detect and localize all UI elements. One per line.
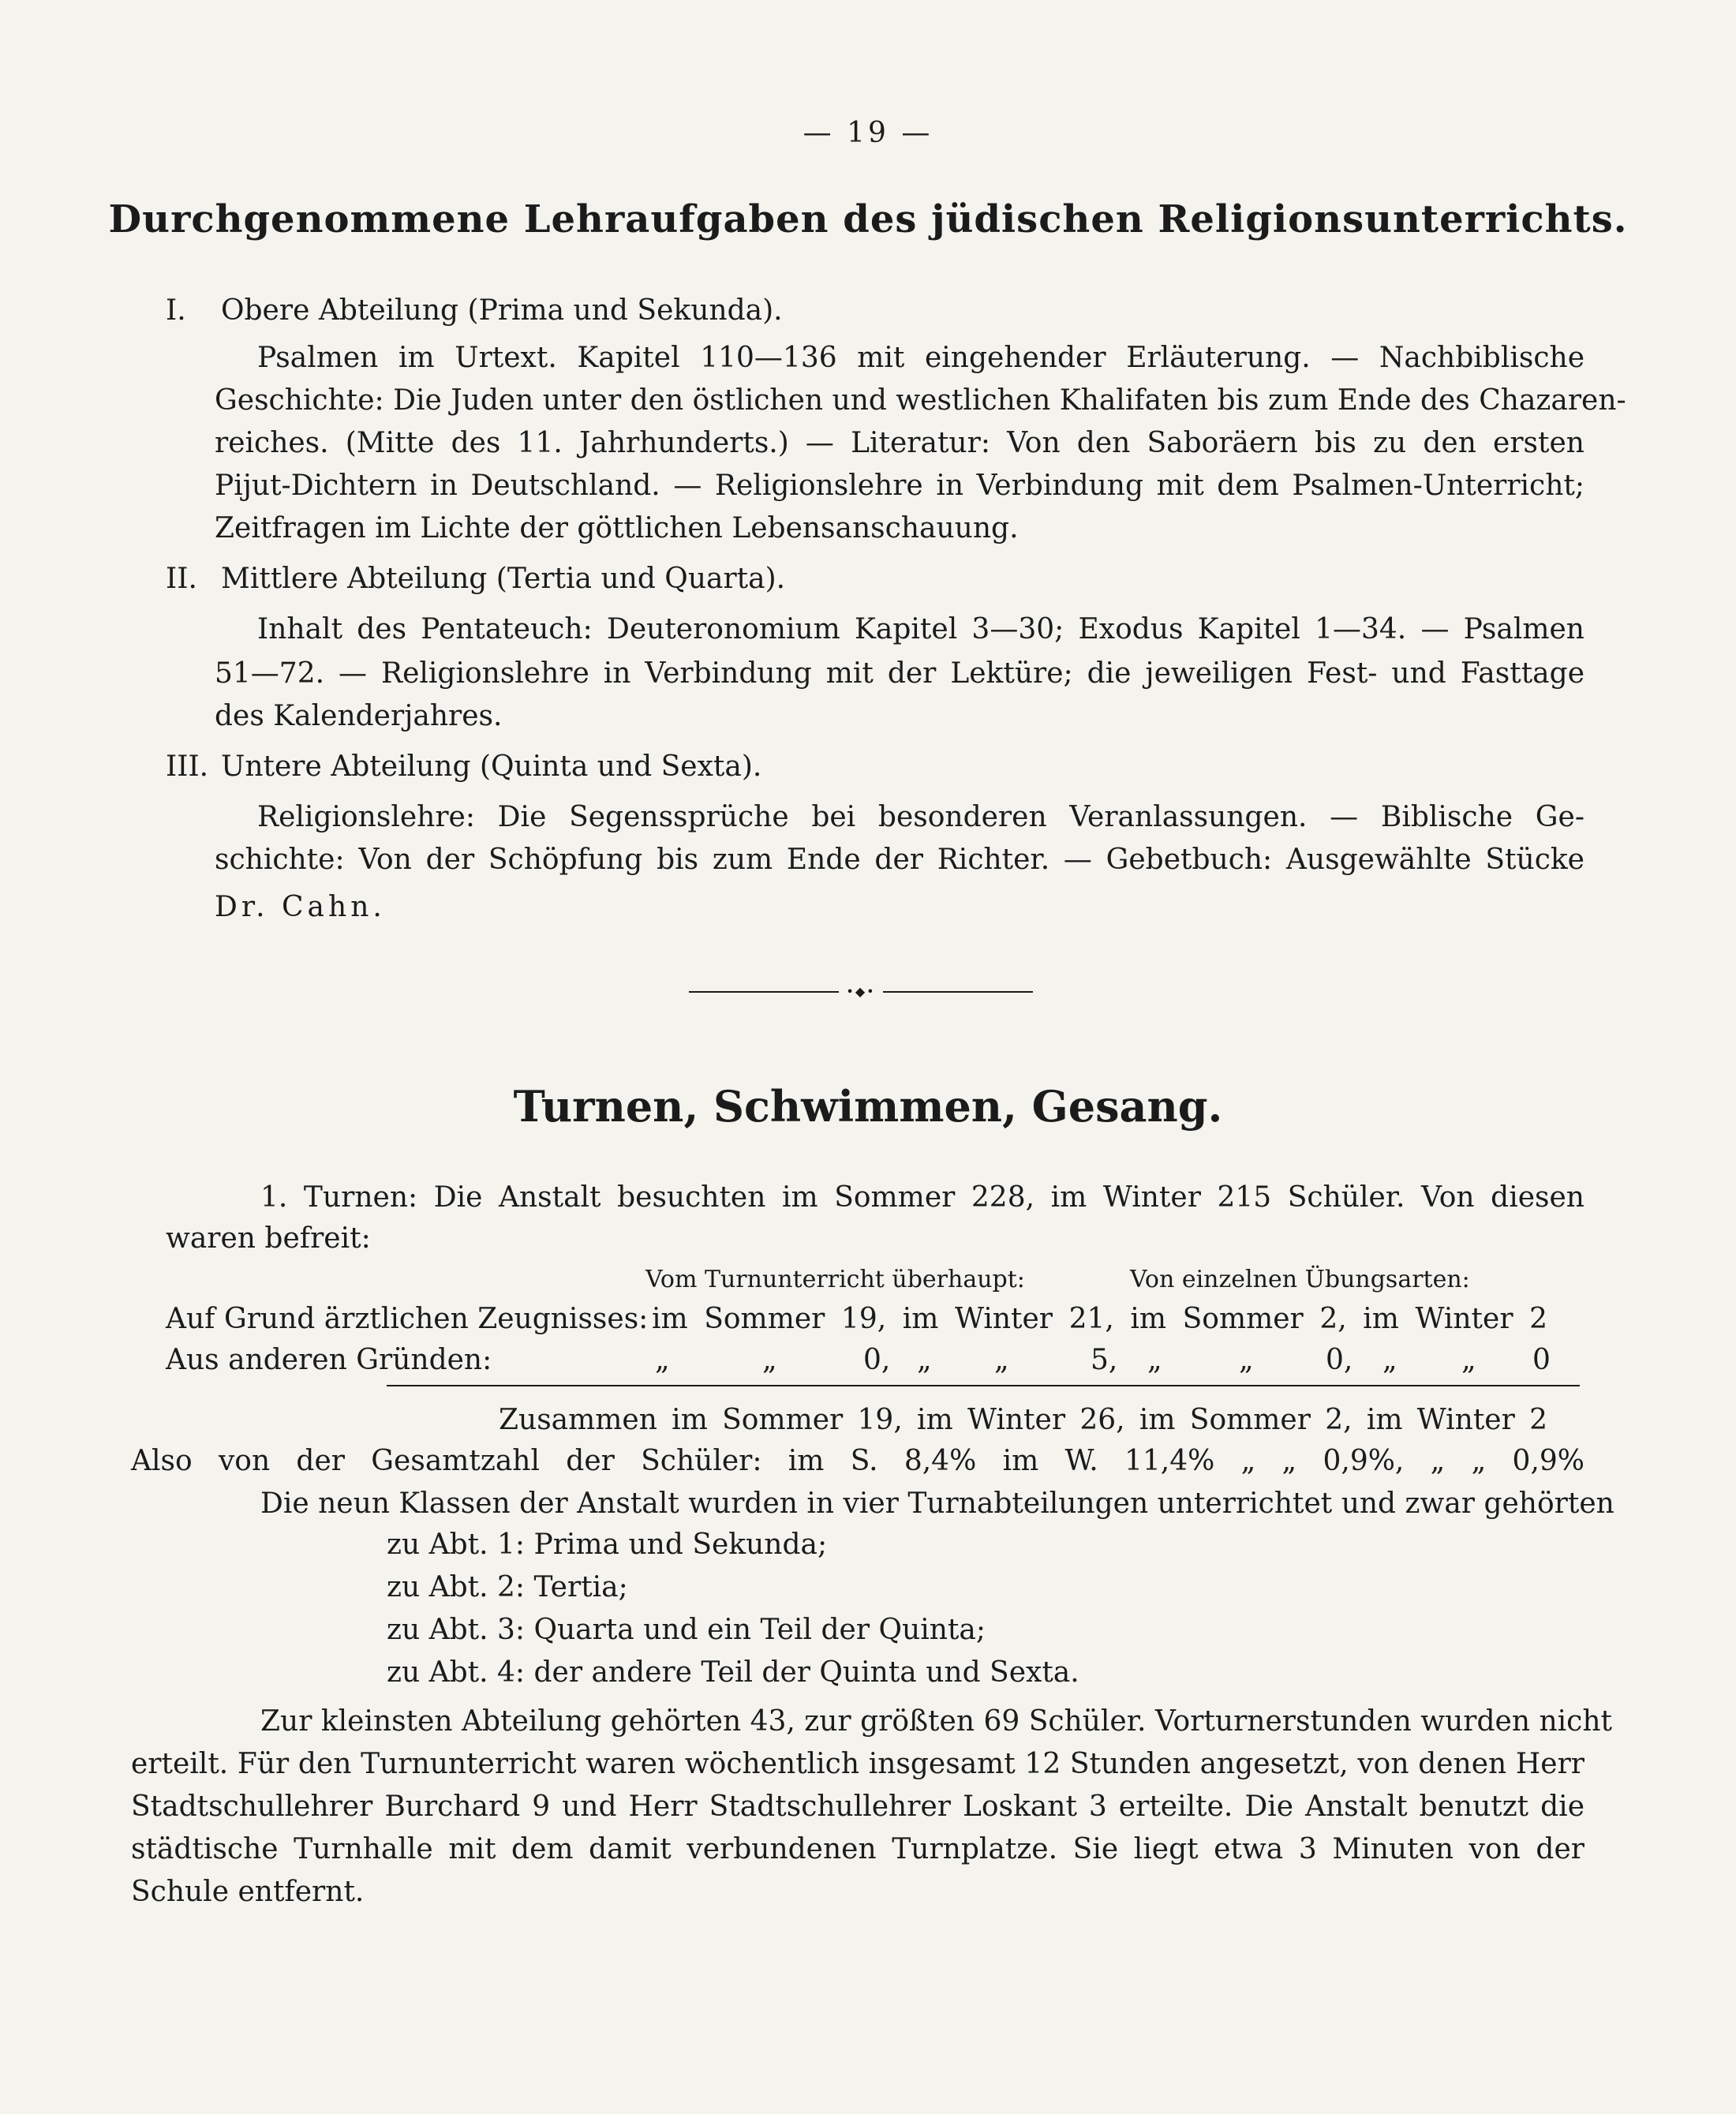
text-line: des Kalenderjahres. bbox=[215, 700, 503, 732]
row-value: 0, bbox=[863, 1344, 891, 1376]
total-line: Zusammen im Sommer 19, im Winter 26, im Sommer 2, im Winter 2 bbox=[499, 1404, 1547, 1436]
section-heading-obere bbox=[166, 294, 783, 328]
page-number: — 19 — bbox=[803, 117, 933, 149]
text-line: Religionslehre: Die Segenssprüche bei besonderen Veranlassungen. — Biblische Ge- bbox=[257, 801, 1584, 833]
text-line: 1. Turnen: Die Anstalt besuchten im Sommer 228, im Winter 215 Schüler. Von diesen bbox=[260, 1181, 1584, 1214]
text-line: Inhalt des Pentateuch: Deuteronomium Kapitel 3—30; Exodus Kapitel 1—34. — Psalmen bbox=[257, 613, 1584, 645]
text-line: schichte: Von der Schöpfung bis zum Ende der Richter. — Gebetbuch: Ausgewählte Stücke bbox=[215, 844, 1584, 876]
group-item: zu Abt. 2: Tertia; bbox=[387, 1571, 628, 1603]
column-header: Von einzelnen Übungsarten: bbox=[1130, 1266, 1470, 1293]
text-line: Schule entfernt. bbox=[131, 1876, 365, 1908]
group-item: zu Abt. 3: Quarta und ein Teil der Quinta; bbox=[387, 1614, 986, 1646]
text-line: Zeitfragen im Lichte der göttlichen Lebensanschauung. bbox=[215, 512, 1019, 544]
text-line: Zur kleinsten Abteilung gehörten 43, zur größten 69 Schüler. Vorturnerstunden wurden nicht bbox=[260, 1705, 1612, 1738]
ditto-mark: „ bbox=[1461, 1344, 1476, 1376]
roman-numeral: II. bbox=[166, 563, 197, 595]
text-line: waren befreit: bbox=[166, 1222, 371, 1255]
section-heading-untere bbox=[166, 750, 761, 784]
group-item: zu Abt. 1: Prima und Sekunda; bbox=[387, 1528, 828, 1561]
text-line: Stadtschullehrer Burchard 9 und Herr Stadtschullehrer Loskant 3 erteilte. Die Anstalt benutzt die bbox=[131, 1790, 1584, 1823]
ditto-mark: „ bbox=[1239, 1344, 1254, 1376]
ditto-mark: „ bbox=[994, 1344, 1009, 1376]
row-value: 5, bbox=[1091, 1344, 1118, 1376]
section-heading-text: Untere Abteilung (Quinta und Sexta). bbox=[221, 750, 762, 783]
section-heading-text: Obere Abteilung (Prima und Sekunda). bbox=[221, 294, 783, 327]
signature: Dr. Cahn. bbox=[215, 891, 386, 923]
ditto-mark: „ bbox=[1147, 1344, 1162, 1376]
text-line: Die neun Klassen der Anstalt wurden in vier Turnabteilungen unterrichtet und zwar gehörten bbox=[260, 1487, 1614, 1520]
row-values: im Sommer 19, im Winter 21, im Sommer 2, im Winter 2 bbox=[652, 1303, 1547, 1335]
row-value: 0 bbox=[1532, 1344, 1551, 1376]
religion-section-title: Durchgenommene Lehraufgaben des jüdischen Religionsunterrichts. bbox=[108, 197, 1628, 241]
ditto-mark: „ bbox=[762, 1344, 777, 1376]
ditto-mark: „ bbox=[917, 1344, 932, 1376]
section-heading-text: Mittlere Abteilung (Tertia und Quarta). bbox=[221, 563, 786, 595]
roman-numeral: I. bbox=[166, 294, 186, 327]
sports-section-title: Turnen, Schwimmen, Gesang. bbox=[513, 1081, 1223, 1132]
ditto-mark: „ bbox=[655, 1344, 670, 1376]
ditto-mark: „ bbox=[1382, 1344, 1397, 1376]
text-line: Psalmen im Urtext. Kapitel 110—136 mit eingehender Erläuterung. — Nachbiblische bbox=[257, 342, 1584, 374]
sum-rule bbox=[387, 1385, 1580, 1386]
row-label: Auf Grund ärztlichen Zeugnisses: bbox=[166, 1303, 649, 1335]
ornamental-divider bbox=[689, 986, 1033, 998]
divider-ornament: •◆• bbox=[839, 986, 883, 998]
text-line: reiches. (Mitte des 11. Jahrhunderts.) — Literatur: Von den Saboräern bis zu den ersten bbox=[215, 427, 1584, 459]
row-value: 0, bbox=[1326, 1344, 1353, 1376]
section-heading-mittlere bbox=[166, 562, 785, 597]
text-line: Pijut-Dichtern in Deutschland. — Religionslehre in Verbindung mit dem Psalmen-Unterricht; bbox=[215, 470, 1584, 502]
roman-numeral: III. bbox=[166, 750, 209, 783]
text-line: 51—72. — Religionslehre in Verbindung mit der Lektüre; die jeweiligen Fest- und Fasttage bbox=[215, 657, 1584, 690]
text-line: Geschichte: Die Juden unter den östlichen und westlichen Khalifaten bis zum Ende des Chazaren- bbox=[215, 384, 1626, 417]
text-line: städtische Turnhalle mit dem damit verbundenen Turnplatze. Sie liegt etwa 3 Minuten von der bbox=[131, 1833, 1584, 1865]
text-line: erteilt. Für den Turnunterricht waren wöchentlich insgesamt 12 Stunden angesetzt, von denen Herr bbox=[131, 1748, 1584, 1780]
row-label: Aus anderen Gründen: bbox=[166, 1344, 492, 1376]
group-item: zu Abt. 4: der andere Teil der Quinta und Sexta. bbox=[387, 1656, 1079, 1689]
percent-line: Also von der Gesamtzahl der Schüler: im S. 8,4% im W. 11,4% „ „ 0,9%, „ „ 0,9% bbox=[131, 1445, 1584, 1477]
column-header: Vom Turnunterricht überhaupt: bbox=[645, 1266, 1025, 1293]
